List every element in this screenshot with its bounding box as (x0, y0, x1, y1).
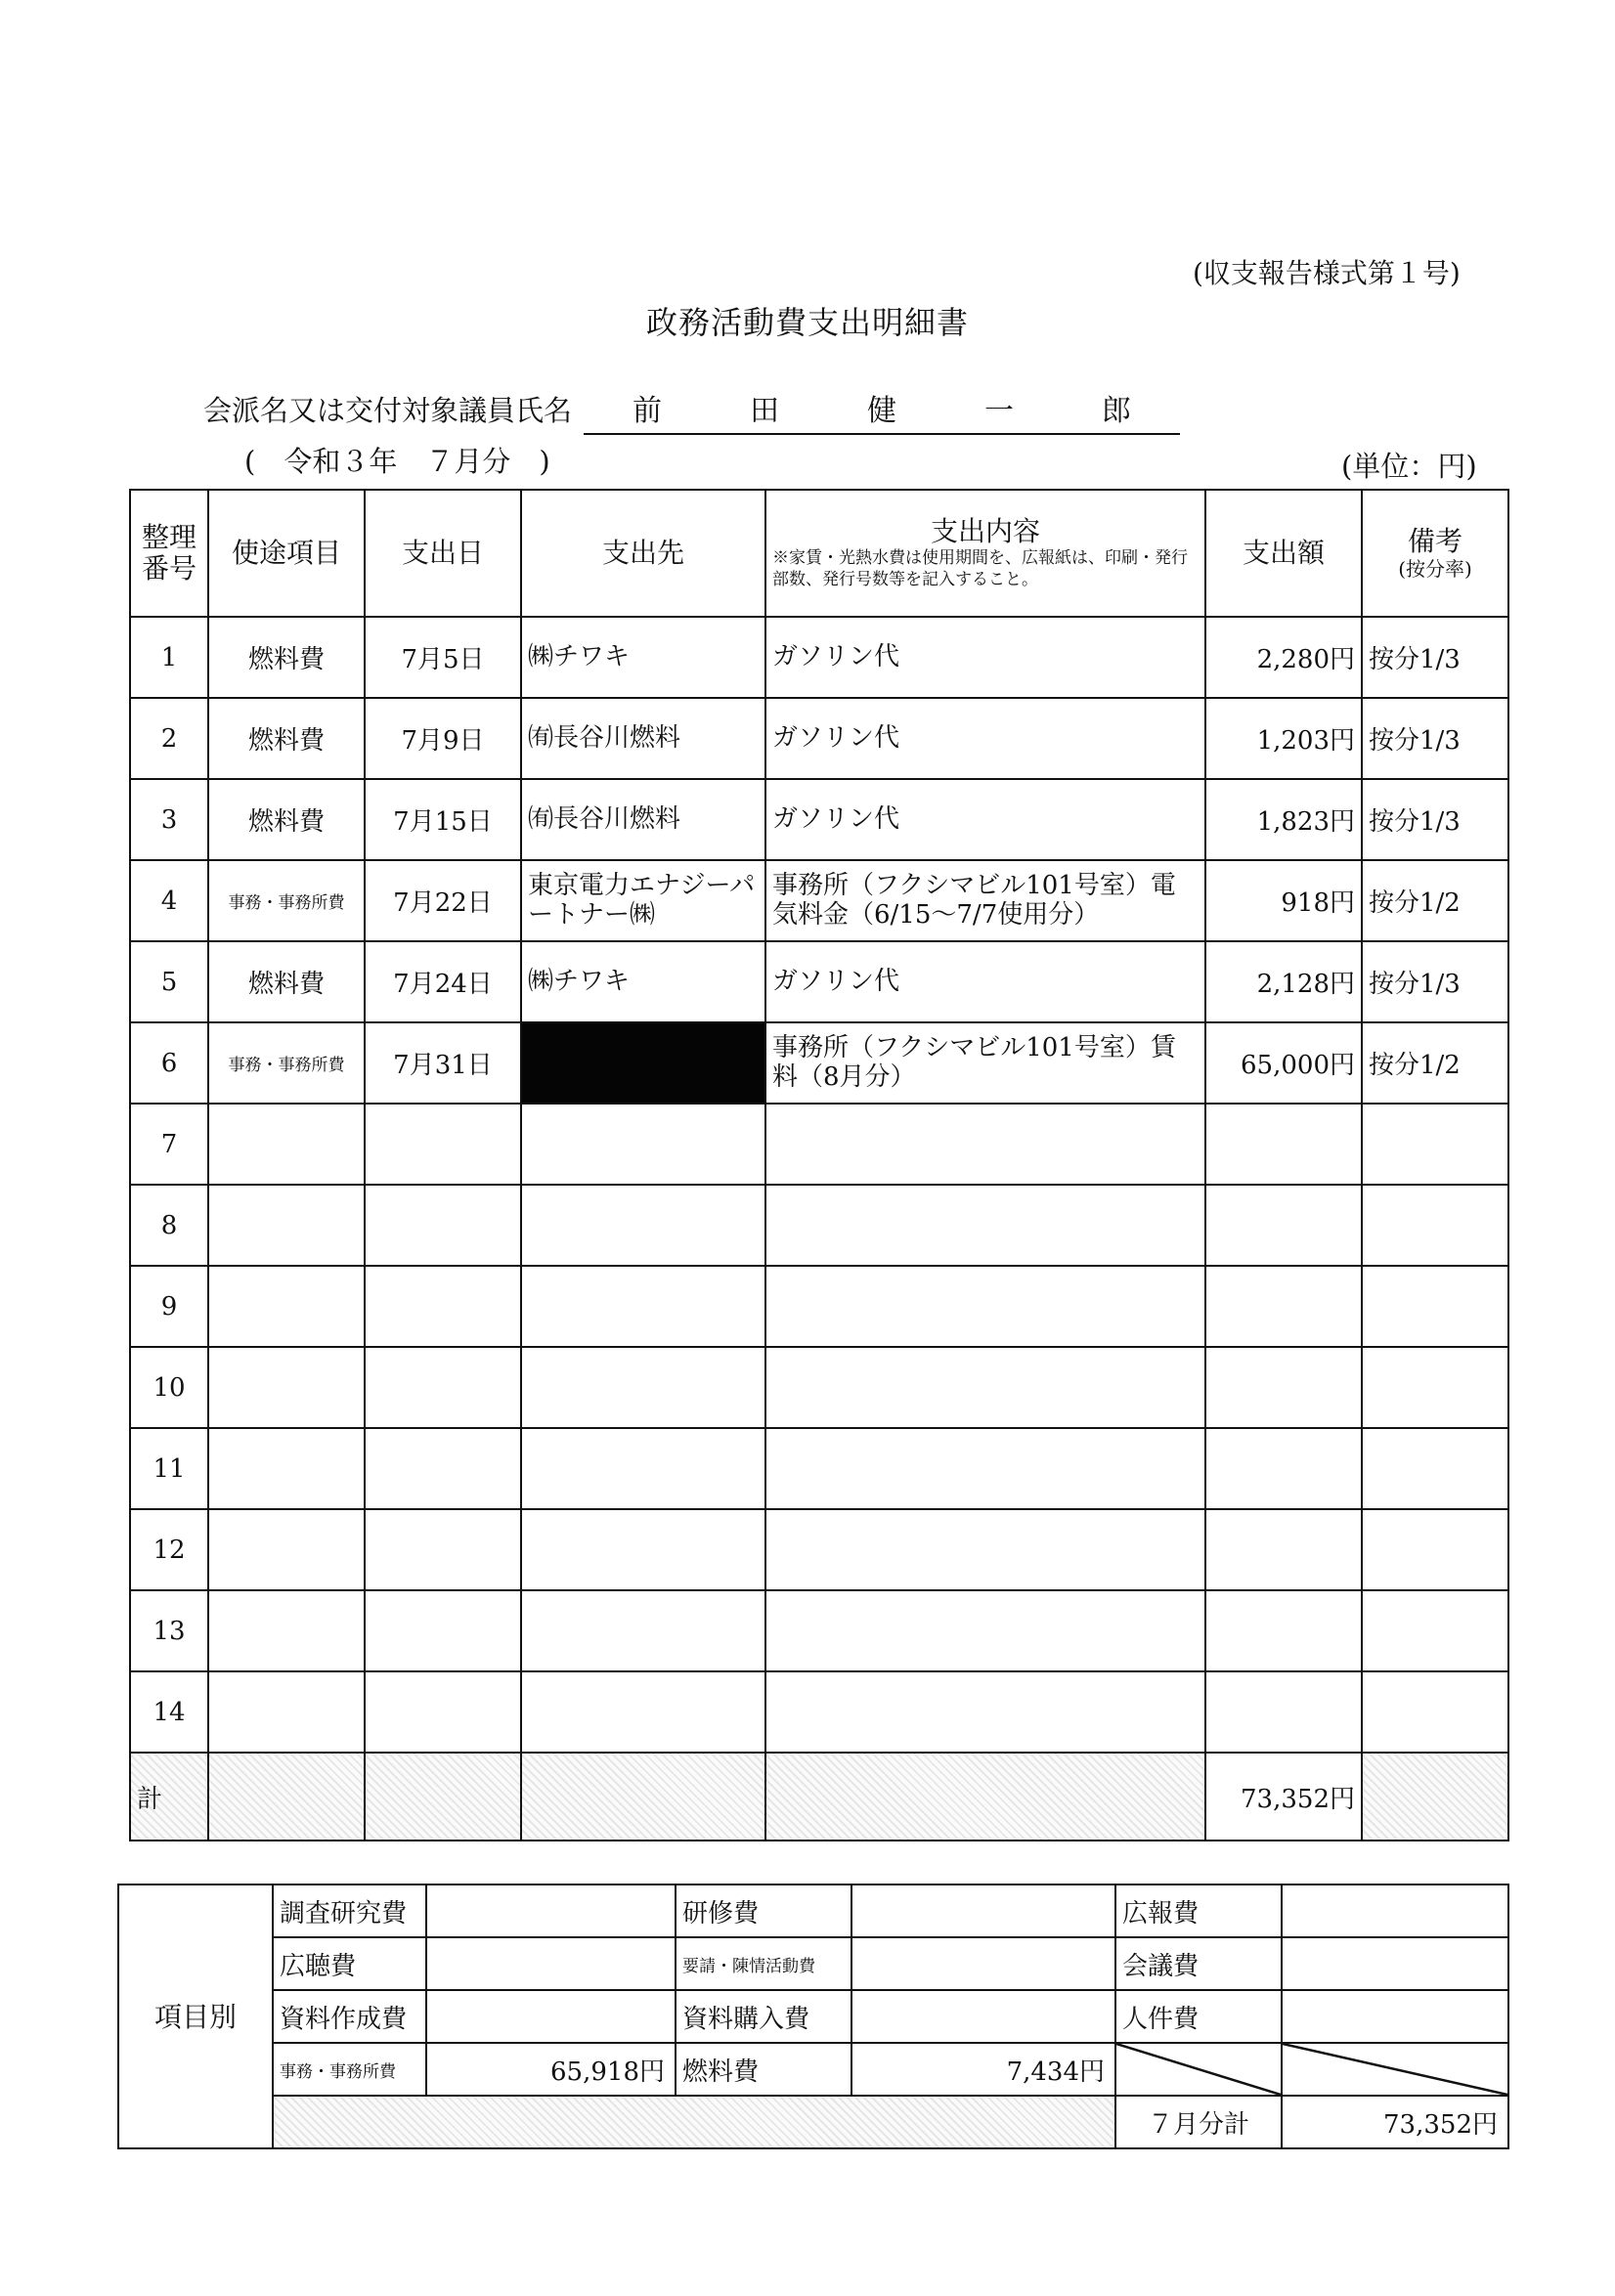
row-category (208, 1428, 365, 1509)
row-number: 14 (130, 1671, 208, 1753)
row-content: ガソリン代 (765, 617, 1205, 698)
row-category: 燃料費 (208, 779, 365, 860)
total-blank (208, 1753, 365, 1841)
row-date: 7月22日 (365, 860, 521, 941)
row-number: 6 (130, 1022, 208, 1104)
table-row (130, 617, 1508, 698)
row-amount (1205, 1104, 1362, 1185)
row-date (365, 1266, 521, 1347)
row-payee: ㈱チワキ (521, 941, 765, 1022)
summary-material-purchase-value (851, 1990, 1115, 2043)
header-category: 使途項目 (208, 490, 365, 617)
row-payee (521, 1022, 765, 1104)
row-category: 事務・事務所費 (208, 1022, 365, 1104)
row-amount: 918円 (1205, 860, 1362, 941)
row-date: 7月15日 (365, 779, 521, 860)
member-name-char: 前 (633, 394, 663, 428)
table-row (130, 1671, 1508, 1753)
row-category (208, 1347, 365, 1428)
row-date: 7月24日 (365, 941, 521, 1022)
row-amount: 2,128円 (1205, 941, 1362, 1022)
row-remarks (1362, 1185, 1508, 1266)
header-remarks (1362, 490, 1508, 617)
row-category (208, 1590, 365, 1671)
summary-office-label: 事務・事務所費 (273, 2043, 426, 2096)
row-date (365, 1590, 521, 1671)
row-remarks (1362, 1671, 1508, 1753)
row-remarks (1362, 1428, 1508, 1509)
header-content-note: ※家賃・光熱水費は使用期間を、広報紙は、印刷・発行部数、発行号数等を記入すること。 (772, 548, 1188, 590)
row-number: 8 (130, 1185, 208, 1266)
row-number: 1 (130, 617, 208, 698)
form-number: (収支報告様式第１号) (1193, 257, 1461, 289)
table-row (130, 1347, 1508, 1428)
row-number: 11 (130, 1428, 208, 1509)
row-category: 事務・事務所費 (208, 860, 365, 941)
row-category: 燃料費 (208, 941, 365, 1022)
row-number: 12 (130, 1509, 208, 1590)
row-content: ガソリン代 (765, 698, 1205, 779)
row-payee (521, 1104, 765, 1185)
row-content (765, 1428, 1205, 1509)
summary-training-value (851, 1884, 1115, 1937)
row-payee: ㈲長谷川燃料 (521, 779, 765, 860)
summary-hearing-value (426, 1937, 676, 1990)
row-content (765, 1347, 1205, 1428)
row-amount (1205, 1266, 1362, 1347)
table-row (130, 1104, 1508, 1185)
total-blank (365, 1753, 521, 1841)
header-payee: 支出先 (521, 490, 765, 617)
total-blank (765, 1753, 1205, 1841)
row-content: ガソリン代 (765, 941, 1205, 1022)
table-row (130, 1185, 1508, 1266)
row-content (765, 1509, 1205, 1590)
row-date: 7月31日 (365, 1022, 521, 1104)
summary-material-purchase-label: 資料購入費 (676, 1990, 851, 2043)
summary-empty-slash (1115, 2043, 1282, 2096)
expense-table (129, 489, 1509, 1841)
member-name (584, 386, 1180, 435)
row-category (208, 1185, 365, 1266)
total-row (130, 1753, 1508, 1841)
header-content (765, 490, 1205, 617)
summary-fuel-label: 燃料費 (676, 2043, 851, 2096)
row-remarks (1362, 1266, 1508, 1347)
table-row (130, 779, 1508, 860)
row-payee (521, 1185, 765, 1266)
row-category (208, 1671, 365, 1753)
total-amount: 73,352円 (1205, 1753, 1362, 1841)
row-amount: 65,000円 (1205, 1022, 1362, 1104)
header-number: 整理番号 (130, 490, 208, 617)
row-amount (1205, 1671, 1362, 1753)
row-amount: 1,823円 (1205, 779, 1362, 860)
row-number: 2 (130, 698, 208, 779)
row-date (365, 1347, 521, 1428)
row-remarks (1362, 1104, 1508, 1185)
row-amount: 1,203円 (1205, 698, 1362, 779)
table-row (130, 1509, 1508, 1590)
unit-label: (単位：円) (1341, 450, 1477, 483)
summary-empty-slash (1282, 2043, 1508, 2096)
row-content (765, 1266, 1205, 1347)
summary-month-total-value: 73,352円 (1282, 2096, 1508, 2148)
row-amount: 2,280円 (1205, 617, 1362, 698)
row-date (365, 1671, 521, 1753)
row-number: 5 (130, 941, 208, 1022)
category-summary-table (117, 1884, 1509, 2149)
table-header-row (130, 490, 1508, 617)
row-amount (1205, 1428, 1362, 1509)
row-remarks: 按分1/2 (1362, 860, 1508, 941)
summary-personnel-label: 人件費 (1115, 1990, 1282, 2043)
summary-research-value (426, 1884, 676, 1937)
row-number: 13 (130, 1590, 208, 1671)
summary-meeting-label: 会議費 (1115, 1937, 1282, 1990)
row-category (208, 1266, 365, 1347)
summary-material-making-value (426, 1990, 676, 2043)
row-number: 3 (130, 779, 208, 860)
member-name-char: 健 (867, 394, 897, 428)
member-row (203, 386, 1180, 435)
member-label: 会派名又は交付対象議員氏名 (203, 394, 573, 427)
row-number: 9 (130, 1266, 208, 1347)
row-number: 7 (130, 1104, 208, 1185)
row-payee (521, 1347, 765, 1428)
table-row (130, 1428, 1508, 1509)
row-remarks: 按分1/3 (1362, 617, 1508, 698)
row-remarks (1362, 1347, 1508, 1428)
row-payee: ㈱チワキ (521, 617, 765, 698)
summary-fuel-value: 7,434円 (851, 2043, 1115, 2096)
summary-hearing-label: 広聴費 (273, 1937, 426, 1990)
row-payee (521, 1509, 765, 1590)
row-payee: ㈲長谷川燃料 (521, 698, 765, 779)
summary-blank (273, 2096, 1115, 2148)
row-content: 事務所（フクシマビル101号室）電気料金（6/15～7/7使用分） (765, 860, 1205, 941)
summary-personnel-value (1282, 1990, 1508, 2043)
summary-training-label: 研修費 (676, 1884, 851, 1937)
row-content (765, 1671, 1205, 1753)
header-remarks-sub: (按分率) (1398, 556, 1472, 581)
row-content: ガソリン代 (765, 779, 1205, 860)
row-number: 10 (130, 1347, 208, 1428)
summary-material-making-label: 資料作成費 (273, 1990, 426, 2043)
row-amount (1205, 1185, 1362, 1266)
row-amount (1205, 1509, 1362, 1590)
total-blank (521, 1753, 765, 1841)
row-remarks: 按分1/3 (1362, 779, 1508, 860)
row-amount (1205, 1347, 1362, 1428)
table-row (130, 1022, 1508, 1104)
period: ( 令和３年 ７月分 ) (244, 445, 550, 478)
row-payee (521, 1428, 765, 1509)
total-label: 計 (130, 1753, 208, 1841)
row-date (365, 1104, 521, 1185)
row-category: 燃料費 (208, 617, 365, 698)
row-remarks (1362, 1509, 1508, 1590)
row-payee (521, 1266, 765, 1347)
row-remarks: 按分1/2 (1362, 1022, 1508, 1104)
row-category (208, 1509, 365, 1590)
header-remarks-title: 備考 (1407, 525, 1462, 558)
header-content-title: 支出内容 (930, 514, 1040, 547)
row-payee (521, 1671, 765, 1753)
member-name-char: 一 (984, 394, 1015, 428)
row-content (765, 1590, 1205, 1671)
row-payee (521, 1590, 765, 1671)
row-amount (1205, 1590, 1362, 1671)
row-date (365, 1428, 521, 1509)
row-remarks: 按分1/3 (1362, 698, 1508, 779)
row-date (365, 1509, 521, 1590)
row-date (365, 1185, 521, 1266)
row-date: 7月5日 (365, 617, 521, 698)
summary-pr-value (1282, 1884, 1508, 1937)
summary-meeting-value (1282, 1937, 1508, 1990)
row-remarks: 按分1/3 (1362, 941, 1508, 1022)
row-content (765, 1185, 1205, 1266)
table-row (130, 941, 1508, 1022)
summary-section-label: 項目別 (118, 1884, 273, 2148)
row-content: 事務所（フクシマビル101号室）賃料（8月分） (765, 1022, 1205, 1104)
summary-petition-label: 要請・陳情活動費 (676, 1937, 851, 1990)
member-name-char: 田 (750, 394, 780, 428)
total-blank (1362, 1753, 1508, 1841)
document-title: 政務活動費支出明細書 (645, 304, 969, 341)
member-name-char: 郎 (1102, 394, 1132, 428)
row-date: 7月9日 (365, 698, 521, 779)
row-number: 4 (130, 860, 208, 941)
table-row (130, 1266, 1508, 1347)
summary-pr-label: 広報費 (1115, 1884, 1282, 1937)
table-row (130, 1590, 1508, 1671)
row-payee: 東京電力エナジーパートナー㈱ (521, 860, 765, 941)
table-row (130, 698, 1508, 779)
summary-month-total-label: ７月分計 (1115, 2096, 1282, 2148)
row-remarks (1362, 1590, 1508, 1671)
row-content (765, 1104, 1205, 1185)
table-row (130, 860, 1508, 941)
summary-petition-value (851, 1937, 1115, 1990)
row-category: 燃料費 (208, 698, 365, 779)
row-category (208, 1104, 365, 1185)
header-amount: 支出額 (1205, 490, 1362, 617)
header-date: 支出日 (365, 490, 521, 617)
summary-office-value: 65,918円 (426, 2043, 676, 2096)
summary-research-label: 調査研究費 (273, 1884, 426, 1937)
